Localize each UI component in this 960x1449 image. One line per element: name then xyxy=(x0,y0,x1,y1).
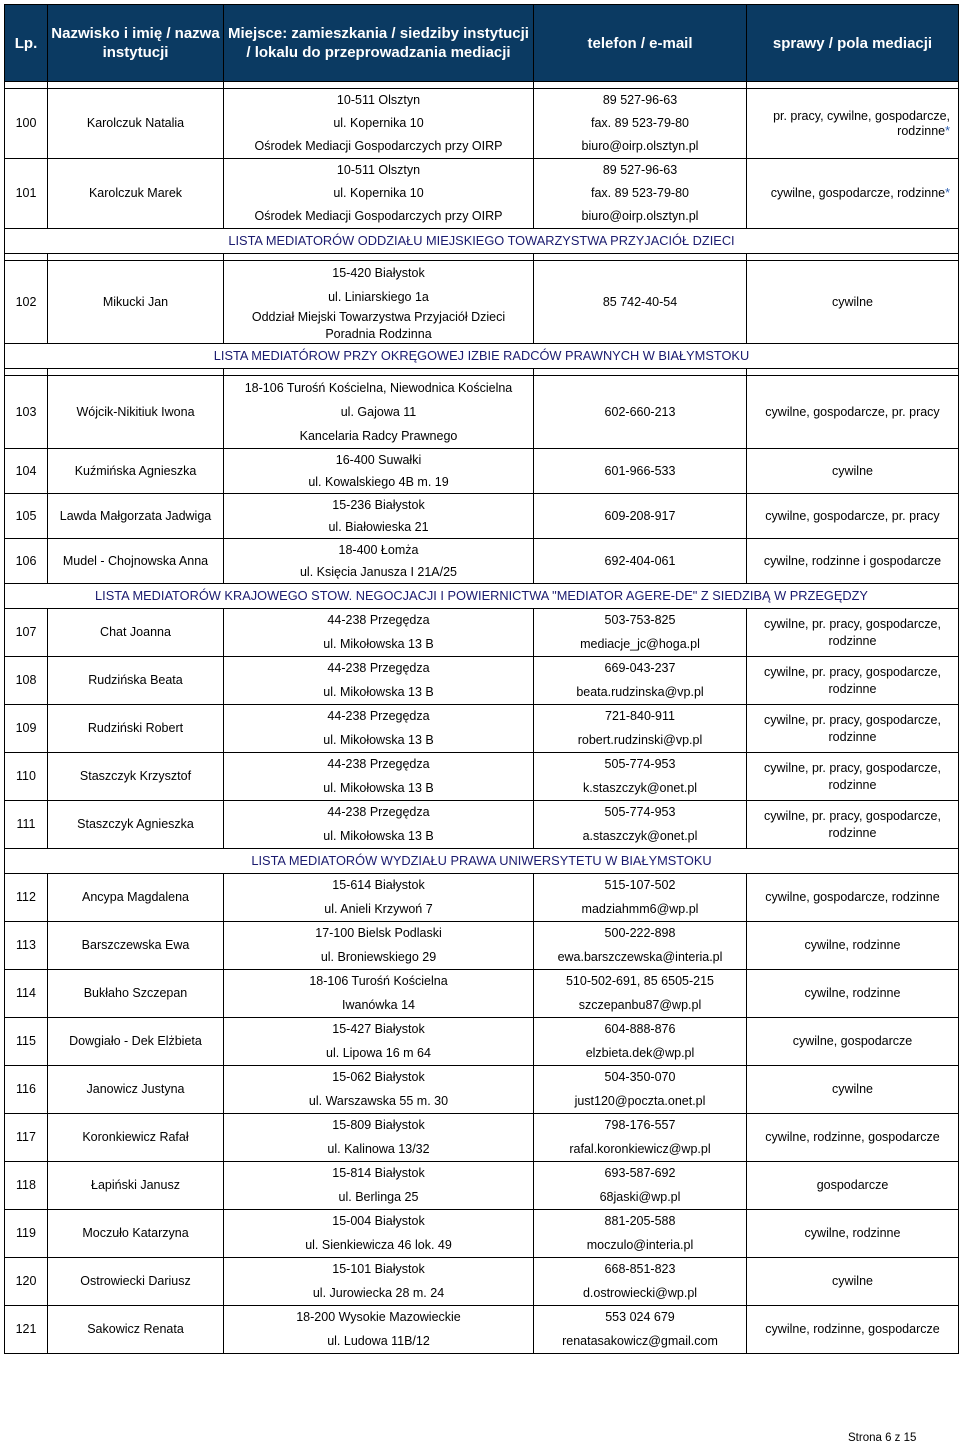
cell-line: ul. Sienkiewicza 46 lok. 49 xyxy=(305,1237,452,1252)
contact-cell xyxy=(534,970,747,1018)
table-row xyxy=(5,1018,959,1066)
cell-line: mediacje_jc@hoga.pl xyxy=(580,636,700,651)
section-title: LISTA MEDIATORÓW WYDZIAŁU PRAWA UNIWERSYTETU W BIAŁYMSTOKU xyxy=(5,849,959,874)
cases-cell xyxy=(747,159,959,229)
address-cell xyxy=(224,922,534,970)
cases-cell xyxy=(747,1306,959,1354)
table-row xyxy=(5,753,959,801)
cases-text: pr. pracy, cywilne, gospodarcze, rodzinne xyxy=(773,108,950,138)
row-gap xyxy=(5,82,959,89)
cell-line: 721-840-911 xyxy=(605,709,675,723)
cell-line: just120@poczta.onet.pl xyxy=(574,1093,706,1108)
contact-cell xyxy=(534,609,747,657)
cases-text: cywilne, gospodarcze, rodzinne xyxy=(770,186,946,200)
gap-cell xyxy=(534,369,747,376)
asterisk: * xyxy=(945,123,950,138)
name-cell: Dowgiało - Dek Elżbieta xyxy=(48,1018,224,1066)
address-cell xyxy=(224,970,534,1018)
cases-cell xyxy=(747,1066,959,1114)
section-row xyxy=(5,849,959,874)
lp-cell: 106 xyxy=(5,539,48,584)
cell-line: 500-222-898 xyxy=(604,926,676,940)
cell-line: 505-774-953 xyxy=(604,757,676,771)
cases-cell xyxy=(747,705,959,753)
table-row xyxy=(5,1162,959,1210)
gap-cell xyxy=(747,82,959,89)
cell-line: Ośrodek Mediacji Gospodarczych przy OIRP xyxy=(254,209,503,223)
cases-cell xyxy=(747,1210,959,1258)
cell-line: ul. Liniarskiego 1a xyxy=(328,290,429,304)
cases-text: cywilne, rodzinne xyxy=(804,986,901,1000)
row-gap xyxy=(5,369,959,376)
table-row xyxy=(5,922,959,970)
cases-text: cywilne, rodzinne xyxy=(804,1226,901,1240)
lp-cell: 113 xyxy=(5,922,48,970)
cell-line: 504-350-070 xyxy=(604,1070,676,1084)
contact-cell xyxy=(534,705,747,753)
cases-cell xyxy=(747,874,959,922)
address-cell xyxy=(224,1210,534,1258)
contact-cell xyxy=(534,1162,747,1210)
cell-line: ul. Księcia Janusza I 21A/25 xyxy=(299,565,458,579)
cell-line: 604-888-876 xyxy=(604,1022,676,1036)
cell-line: ul. Białowieska 21 xyxy=(328,520,429,534)
section-row xyxy=(5,584,959,609)
cell-line: ul. Kopernika 10 xyxy=(333,116,424,130)
section-title: LISTA MEDIATORÓW ODDZIAŁU MIEJSKIEGO TOWARZYSTWA PRZYJACIÓŁ DZIECI xyxy=(5,229,959,254)
cell-line: 505-774-953 xyxy=(604,805,676,819)
cell-line: d.ostrowiecki@wp.pl xyxy=(582,1285,698,1300)
cases-text: cywilne, pr. pracy, gospodarcze, rodzinne xyxy=(764,760,941,792)
cases-cell xyxy=(747,753,959,801)
header-lp: Lp. xyxy=(5,5,48,82)
address-cell xyxy=(224,753,534,801)
table-row xyxy=(5,159,959,229)
cell-line: 668-851-823 xyxy=(604,1262,676,1276)
cases-cell: cywilne xyxy=(747,449,959,494)
address-cell xyxy=(224,874,534,922)
cases-text: cywilne, gospodarcze xyxy=(792,1034,913,1048)
cases-cell xyxy=(747,801,959,849)
name-cell: Wójcik-Nikitiuk Iwona xyxy=(48,376,224,449)
lp-cell: 114 xyxy=(5,970,48,1018)
gap-cell xyxy=(224,82,534,89)
table-row xyxy=(5,657,959,705)
cell-line: 693-587-692 xyxy=(604,1166,676,1180)
cases-cell xyxy=(747,1018,959,1066)
contact-cell xyxy=(534,1258,747,1306)
address-cell xyxy=(224,705,534,753)
lp-cell: 121 xyxy=(5,1306,48,1354)
cell-line: 15-809 Białystok xyxy=(332,1118,425,1132)
address-cell xyxy=(224,1258,534,1306)
row-gap xyxy=(5,254,959,261)
cell-line: ul. Berlinga 25 xyxy=(338,1189,419,1204)
cell-line: ul. Lipowa 16 m 64 xyxy=(326,1045,431,1060)
cell-line: rafal.koronkiewicz@wp.pl xyxy=(569,1141,711,1156)
name-cell: Ostrowiecki Dariusz xyxy=(48,1258,224,1306)
table-row xyxy=(5,874,959,922)
cell-line: 44-238 Przegędza xyxy=(327,661,430,675)
table-row xyxy=(5,1258,959,1306)
cell-line: ul. Gajowa 11 xyxy=(340,405,417,419)
cell-line: ul. Jurowiecka 28 m. 24 xyxy=(312,1285,445,1300)
address-cell xyxy=(224,1306,534,1354)
header-name: Nazwisko i imię / nazwa instytucji xyxy=(48,5,224,82)
table-row xyxy=(5,261,959,344)
name-cell: Karolczuk Marek xyxy=(48,159,224,229)
contact-cell: 601-966-533 xyxy=(534,449,747,494)
contact-cell xyxy=(534,753,747,801)
cases-cell: cywilne, gospodarcze, pr. pracy xyxy=(747,494,959,539)
cell-line: 15-427 Białystok xyxy=(332,1022,425,1036)
cases-cell xyxy=(747,1258,959,1306)
name-cell: Ancypa Magdalena xyxy=(48,874,224,922)
contact-cell xyxy=(534,1114,747,1162)
asterisk: * xyxy=(945,186,950,200)
contact-cell: 692-404-061 xyxy=(534,539,747,584)
cell-line: 89 527-96-63 xyxy=(602,93,678,107)
table-row xyxy=(5,1066,959,1114)
cell-line: ul. Mikołowska 13 B xyxy=(323,828,434,843)
cell-line: elzbieta.dek@wp.pl xyxy=(585,1045,695,1060)
contact-cell: 609-208-917 xyxy=(534,494,747,539)
cell-line: 669-043-237 xyxy=(604,661,676,675)
lp-cell: 111 xyxy=(5,801,48,849)
cell-line: 503-753-825 xyxy=(604,613,676,627)
cases-cell xyxy=(747,1162,959,1210)
cases-text: cywilne, rodzinne xyxy=(804,938,901,952)
cell-line: 16-400 Suwałki xyxy=(335,453,422,467)
table-row xyxy=(5,705,959,753)
gap-cell xyxy=(224,369,534,376)
address-cell xyxy=(224,1114,534,1162)
name-cell: Rudziński Robert xyxy=(48,705,224,753)
cell-line: ul. Warszawska 55 m. 30 xyxy=(308,1093,449,1108)
address-cell xyxy=(224,609,534,657)
cell-line: 44-238 Przegędza xyxy=(327,709,430,723)
contact-cell xyxy=(534,159,747,229)
cases-text: cywilne, rodzinne, gospodarcze xyxy=(765,1322,940,1336)
cell-line: 15-814 Białystok xyxy=(332,1166,425,1180)
table-row xyxy=(5,609,959,657)
header-place: Miejsce: zamieszkania / siedziby instytucji / lokalu do przeprowadzania mediacji xyxy=(224,5,534,82)
contact-cell xyxy=(534,657,747,705)
lp-cell: 103 xyxy=(5,376,48,449)
gap-cell xyxy=(5,254,48,261)
cell-line: 15-420 Białystok xyxy=(332,266,425,280)
contact-cell: 602-660-213 xyxy=(534,376,747,449)
address-cell xyxy=(224,376,534,449)
cell-line: 44-238 Przegędza xyxy=(327,805,430,819)
cell-line: 89 527-96-63 xyxy=(602,163,678,177)
cases-text: gospodarcze xyxy=(816,1178,889,1192)
cases-text: cywilne, pr. pracy, gospodarcze, rodzinne xyxy=(764,808,941,840)
section-row xyxy=(5,344,959,369)
lp-cell: 108 xyxy=(5,657,48,705)
cases-text: cywilne xyxy=(832,1082,873,1096)
name-cell: Chat Joanna xyxy=(48,609,224,657)
address-institution: Oddział Miejski Towarzystwa Przyjaciół Dzieci Poradnia Rodzinna xyxy=(251,310,506,341)
cases-text: cywilne, pr. pracy, gospodarcze, rodzinne xyxy=(764,664,941,696)
contact-cell xyxy=(534,1210,747,1258)
gap-cell xyxy=(5,82,48,89)
cases-cell xyxy=(747,970,959,1018)
table-row xyxy=(5,801,959,849)
table-row xyxy=(5,89,959,159)
cell-line: renatasakowicz@gmail.com xyxy=(562,1333,718,1348)
cell-line: ul. Anieli Krzywoń 7 xyxy=(324,901,433,916)
cell-line: biuro@oirp.olsztyn.pl xyxy=(581,209,699,223)
cases-cell: cywilne, gospodarcze, pr. pracy xyxy=(747,376,959,449)
table-row xyxy=(5,1210,959,1258)
cell-line: ewa.barszczewska@interia.pl xyxy=(557,949,723,964)
address-cell xyxy=(224,801,534,849)
lp-cell: 100 xyxy=(5,89,48,159)
cases-cell xyxy=(747,89,959,159)
cell-line: a.staszczyk@onet.pl xyxy=(582,828,698,843)
header-cases: sprawy / pola mediacji xyxy=(747,5,959,82)
name-cell: Mikucki Jan xyxy=(48,261,224,344)
table-row xyxy=(5,539,959,584)
cell-line: ul. Ludowa 11B/12 xyxy=(327,1333,430,1348)
section-title: LISTA MEDIATÓROW PRZY OKRĘGOWEJ IZBIE RADCÓW PRAWNYCH W BIAŁYMSTOKU xyxy=(5,344,959,369)
cell-line: ul. Kowalskiego 4B m. 19 xyxy=(308,475,449,489)
address-cell xyxy=(224,1066,534,1114)
name-cell: Staszczyk Agnieszka xyxy=(48,801,224,849)
lp-cell: 104 xyxy=(5,449,48,494)
address-cell xyxy=(224,89,534,159)
header-contact: telefon / e-mail xyxy=(534,5,747,82)
cases-text: cywilne, pr. pracy, gospodarcze, rodzinne xyxy=(764,712,941,744)
contact-cell xyxy=(534,1066,747,1114)
cell-line: 15-004 Białystok xyxy=(332,1214,425,1228)
cell-line: 15-062 Białystok xyxy=(332,1070,425,1084)
cell-line: ul. Mikołowska 13 B xyxy=(323,636,434,651)
lp-cell: 101 xyxy=(5,159,48,229)
contact-cell xyxy=(534,922,747,970)
table-row xyxy=(5,376,959,449)
lp-cell: 117 xyxy=(5,1114,48,1162)
cell-line: 881-205-588 xyxy=(604,1214,676,1228)
cell-line: ul. Broniewskiego 29 xyxy=(320,949,437,964)
cell-line: beata.rudzinska@vp.pl xyxy=(576,684,704,699)
cell-line: 18-106 Turośń Kościelna, Niewodnica Kościelna xyxy=(244,381,513,395)
cell-line: 18-106 Turośń Kościelna xyxy=(309,974,448,988)
cell-line: 18-400 Łomża xyxy=(338,543,419,557)
address-cell xyxy=(224,159,534,229)
cell-line: fax. 89 523-79-80 xyxy=(591,116,689,130)
address-cell xyxy=(224,1018,534,1066)
contact-cell: 85 742-40-54 xyxy=(534,261,747,344)
cell-line: 10-511 Olsztyn xyxy=(336,163,421,177)
cell-line: ul. Mikołowska 13 B xyxy=(323,780,434,795)
cases-text: cywilne, pr. pracy, gospodarcze, rodzinne xyxy=(764,616,941,648)
cell-line: 44-238 Przegędza xyxy=(327,613,430,627)
gap-cell xyxy=(48,254,224,261)
lp-cell: 115 xyxy=(5,1018,48,1066)
table-row xyxy=(5,494,959,539)
lp-cell: 109 xyxy=(5,705,48,753)
gap-cell xyxy=(48,82,224,89)
cell-line: Kancelaria Radcy Prawnego xyxy=(299,429,458,443)
lp-cell: 116 xyxy=(5,1066,48,1114)
section-title: LISTA MEDIATORÓW KRAJOWEGO STOW. NEGOCJACJI I POWIERNICTWA "MEDIATOR AGERE-DE" Z SIEDZIBĄ W PRZEGĘDZY xyxy=(5,584,959,609)
cell-line: fax. 89 523-79-80 xyxy=(591,186,689,200)
address-cell xyxy=(224,494,534,539)
gap-cell xyxy=(224,254,534,261)
table-row xyxy=(5,449,959,494)
name-cell: Sakowicz Renata xyxy=(48,1306,224,1354)
section-row xyxy=(5,229,959,254)
gap-cell xyxy=(534,82,747,89)
name-cell: Staszczyk Krzysztof xyxy=(48,753,224,801)
table-header-row xyxy=(5,5,959,82)
mediators-table xyxy=(4,4,959,1354)
cases-cell xyxy=(747,922,959,970)
cell-line: biuro@oirp.olsztyn.pl xyxy=(581,139,699,153)
address-cell xyxy=(224,539,534,584)
contact-cell xyxy=(534,89,747,159)
cell-line: szczepanbu87@wp.pl xyxy=(578,997,702,1012)
cell-line: 510-502-691, 85 6505-215 xyxy=(565,974,715,988)
cell-line: Ośrodek Mediacji Gospodarczych przy OIRP xyxy=(254,139,503,153)
cell-line: moczulo@interia.pl xyxy=(586,1237,694,1252)
lp-cell: 112 xyxy=(5,874,48,922)
name-cell: Mudel - Chojnowska Anna xyxy=(48,539,224,584)
cell-line: robert.rudzinski@vp.pl xyxy=(577,732,703,747)
cell-line: 18-200 Wysokie Mazowieckie xyxy=(296,1310,461,1324)
cell-line: madziahmm6@wp.pl xyxy=(581,901,699,916)
lp-cell: 118 xyxy=(5,1162,48,1210)
cell-line: ul. Kopernika 10 xyxy=(333,186,424,200)
name-cell: Barszczewska Ewa xyxy=(48,922,224,970)
lp-cell: 102 xyxy=(5,261,48,344)
cell-line: Iwanówka 14 xyxy=(342,997,415,1012)
name-cell: Kuźmińska Agnieszka xyxy=(48,449,224,494)
name-cell: Bukłaho Szczepan xyxy=(48,970,224,1018)
cases-text: cywilne xyxy=(832,1274,873,1288)
address-cell xyxy=(224,449,534,494)
name-cell: Rudzińska Beata xyxy=(48,657,224,705)
cell-line: 553 024 679 xyxy=(605,1310,675,1324)
gap-cell xyxy=(48,369,224,376)
address-cell xyxy=(224,1162,534,1210)
contact-cell xyxy=(534,1306,747,1354)
cell-line: 68jaski@wp.pl xyxy=(599,1189,681,1204)
cell-line: ul. Mikołowska 13 B xyxy=(323,684,434,699)
name-cell: Janowicz Justyna xyxy=(48,1066,224,1114)
cases-cell xyxy=(747,1114,959,1162)
cell-line: 17-100 Bielsk Podlaski xyxy=(315,926,442,940)
contact-cell xyxy=(534,874,747,922)
cell-line: ul. Kalinowa 13/32 xyxy=(327,1141,430,1156)
cell-line: 15-614 Białystok xyxy=(332,878,425,892)
cases-text: cywilne, rodzinne, gospodarcze xyxy=(765,1130,940,1144)
lp-cell: 120 xyxy=(5,1258,48,1306)
cell-line: 15-101 Białystok xyxy=(332,1262,425,1276)
table-body xyxy=(5,82,959,1354)
name-cell: Moczuło Katarzyna xyxy=(48,1210,224,1258)
gap-cell xyxy=(747,369,959,376)
cell-line: ul. Mikołowska 13 B xyxy=(323,732,434,747)
table-row xyxy=(5,970,959,1018)
cell-line: 798-176-557 xyxy=(604,1118,676,1132)
cell-line: 10-511 Olsztyn xyxy=(336,93,421,107)
address-cell xyxy=(224,657,534,705)
contact-cell xyxy=(534,801,747,849)
cell-line: 515-107-502 xyxy=(604,878,676,892)
name-cell: Lawda Małgorzata Jadwiga xyxy=(48,494,224,539)
cases-cell xyxy=(747,609,959,657)
contact-cell xyxy=(534,1018,747,1066)
gap-cell xyxy=(747,254,959,261)
page-number: Strona 6 z 15 xyxy=(848,1432,917,1444)
cases-text: cywilne, gospodarcze, rodzinne xyxy=(765,890,940,904)
gap-cell xyxy=(534,254,747,261)
cases-cell xyxy=(747,657,959,705)
lp-cell: 107 xyxy=(5,609,48,657)
gap-cell xyxy=(5,369,48,376)
name-cell: Łapiński Janusz xyxy=(48,1162,224,1210)
table-row xyxy=(5,1306,959,1354)
lp-cell: 105 xyxy=(5,494,48,539)
lp-cell: 119 xyxy=(5,1210,48,1258)
cases-cell: cywilne xyxy=(747,261,959,344)
name-cell: Karolczuk Natalia xyxy=(48,89,224,159)
cell-line: 44-238 Przegędza xyxy=(327,757,430,771)
name-cell: Koronkiewicz Rafał xyxy=(48,1114,224,1162)
cell-line: 15-236 Białystok xyxy=(332,498,425,512)
lp-cell: 110 xyxy=(5,753,48,801)
cases-cell: cywilne, rodzinne i gospodarcze xyxy=(747,539,959,584)
cell-line: k.staszczyk@onet.pl xyxy=(582,780,698,795)
table-row xyxy=(5,1114,959,1162)
address-cell xyxy=(224,261,534,344)
